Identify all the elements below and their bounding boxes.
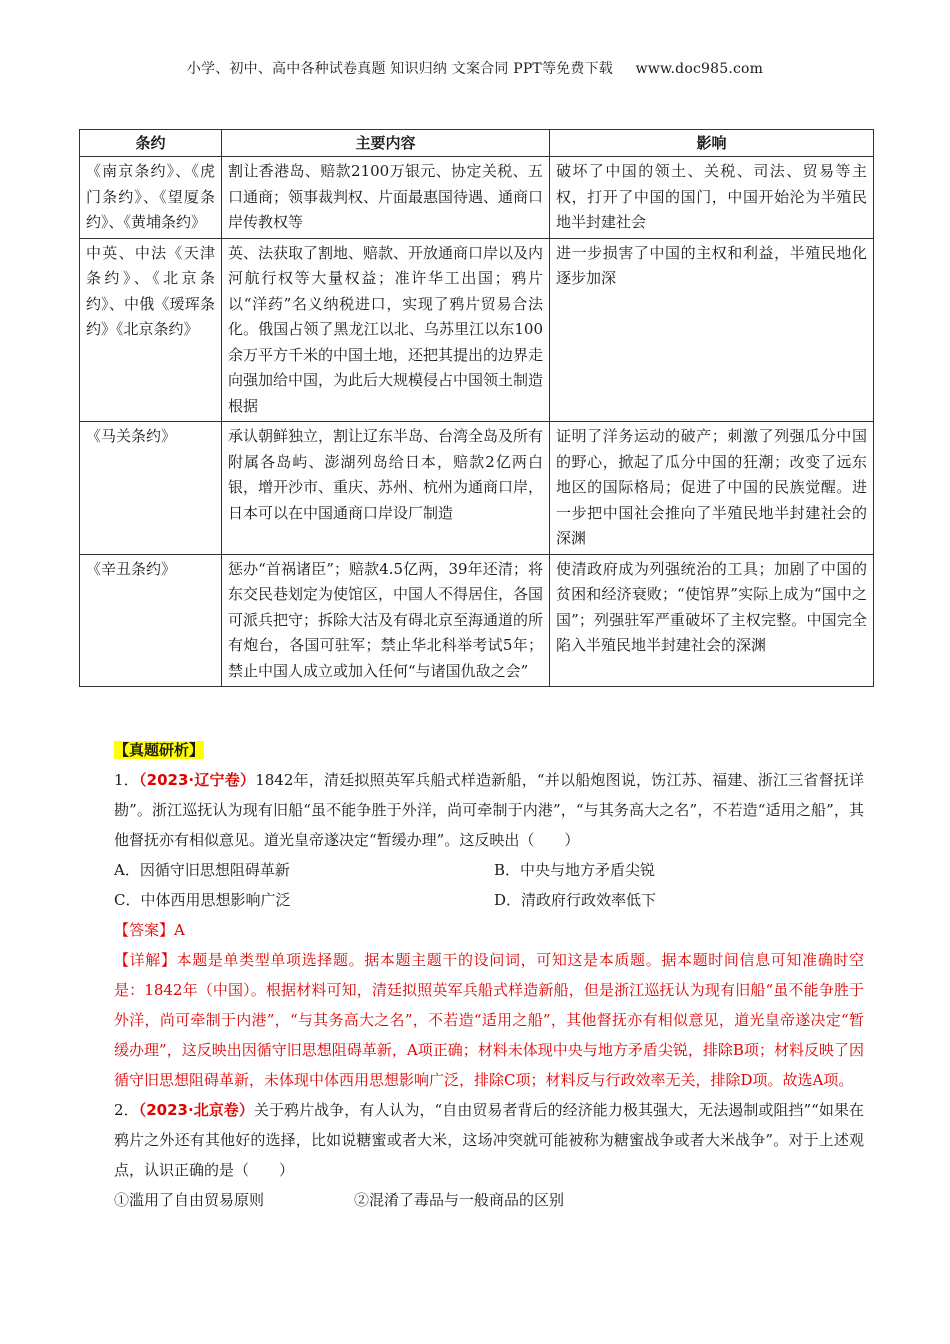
answer-value: A: [174, 921, 185, 939]
question-1: [114, 765, 864, 855]
question-section: [114, 735, 864, 1215]
question-source: （2023·辽宁卷）: [138, 771, 256, 789]
section-title-line: [114, 735, 864, 765]
question-stem: 关于鸦片战争，有人认为，“自由贸易者背后的经济能力极其强大，无法遏制或阻挡”“如果在鸦片之外还有其他好的选择，比如说糖蜜或者大米，这场冲突就可能被称为糖蜜战争或者大米战争”。对于上述观点，认识正确的是（ ）: [114, 1101, 865, 1179]
options-row: [114, 855, 864, 885]
table-row: [80, 238, 874, 422]
content-cell: 割让香港岛、赔款2100万银元、协定关税、五口通商；领事裁判权、片面最惠国待遇、通商口岸传教权等: [222, 157, 550, 239]
content-cell: 承认朝鲜独立，割让辽东半岛、台湾全岛及所有附属各岛屿、澎湖列岛给日本，赔款2亿两白银，增开沙市、重庆、苏州、杭州为通商口岸，日本可以在中国通商口岸设厂制造: [222, 422, 550, 555]
column-header-content: 主要内容: [222, 130, 550, 157]
detail-paragraph: [114, 945, 864, 1095]
question-2: [114, 1095, 864, 1185]
impact-cell: 证明了洋务运动的破产；刺激了列强瓜分中国的野心，掀起了瓜分中国的狂潮；改变了远东地区的国际格局；促进了中国的民族觉醒。进一步把中国社会推向了半殖民地半封建社会的深渊: [550, 422, 874, 555]
table-row: [80, 157, 874, 239]
options-row: [114, 885, 864, 915]
table-row: [80, 422, 874, 555]
question-source: （2023·北京卷）: [138, 1101, 254, 1119]
column-header-impact: 影响: [550, 130, 874, 157]
question-number: 2．: [114, 1101, 139, 1119]
option-c[interactable]: C．中体西用思想影响广泛: [114, 891, 291, 909]
statement-1: ①滥用了自由贸易原则: [114, 1191, 265, 1209]
impact-cell: 进一步损害了中国的主权和利益，半殖民地化逐步加深: [550, 238, 874, 422]
treaty-cell: 《辛丑条约》: [80, 554, 222, 687]
option-d[interactable]: D．清政府行政效率低下: [494, 891, 657, 909]
treaty-table: [79, 129, 874, 687]
treaty-cell: 《马关条约》: [80, 422, 222, 555]
detail-label: 【详解】: [114, 951, 177, 969]
impact-cell: 破坏了中国的领土、关税、司法、贸易等主权，打开了中国的国门，中国开始沦为半殖民地半封建社会: [550, 157, 874, 239]
treaty-cell: 中英、中法《天津条约》、《北京条约》、中俄《瑷珲条约》《北京条约》: [80, 238, 222, 422]
impact-cell: 使清政府成为列强统治的工具；加剧了中国的贫困和经济衰败；“使馆界”实际上成为“国中之国”；列强驻军严重破坏了主权完整。中国完全陷入半殖民地半封建社会的深渊: [550, 554, 874, 687]
option-b[interactable]: B．中央与地方矛盾尖锐: [494, 861, 656, 879]
content-cell: 惩办“首祸诸臣”；赔款4.5亿两，39年还清；将东交民巷划定为使馆区，中国人不得居住，各国可派兵把守；拆除大沽及有碍北京至海通道的所有炮台，各国可驻军；禁止华北科举考试5年；禁止中国人成立或加入任何“与诸国仇敌之会”: [222, 554, 550, 687]
table-header-row: [80, 130, 874, 157]
header-text: 小学、初中、高中各种试卷真题 知识归纳 文案合同 PPT等免费下载: [186, 61, 613, 77]
statements-row: [114, 1185, 864, 1215]
treaty-cell: 《南京条约》、《虎门条约》、《望厦条约》、《黄埔条约》: [80, 157, 222, 239]
option-a[interactable]: A．因循守旧思想阻碍革新: [114, 861, 290, 879]
answer-label: 【答案】: [114, 921, 175, 939]
page-header: [0, 58, 950, 78]
answer-line: [114, 915, 864, 945]
detail-text: 本题是单类型单项选择题。据本题主题干的设问词，可知这是本质题。据本题时间信息可知准确时空是：1842年（中国）。根据材料可知，清廷拟照英军兵船式样造新船，但是浙江巡抚认为现有旧船“虽不能争胜于外洋，尚可牵制于内港”，“与其务高大之名”，不若造“适用之船”，其他督抚亦有相似意见，道光皇帝遂决定“暂缓办理”，这反映出因循守旧思想阻碍革新，A项正确；材料未体现中央与地方矛盾尖锐，排除B项；材料反映了因循守旧思想阻碍革新，未体现中体西用思想影响广泛，排除C项；材料反与行政效率无关，排除D项。故选A项。: [114, 951, 865, 1089]
question-stem: 1842年，清廷拟照英军兵船式样造新船，“并以船炮图说，饬江苏、福建、浙江三省督抚详勘”。浙江巡抚认为现有旧船“虽不能争胜于外洋，尚可牵制于内港”，“与其务高大之名”，不若造“适用之船”，其他督抚亦有相似意见。道光皇帝遂决定“暂缓办理”。这反映出（ ）: [114, 771, 864, 849]
section-title: 【真题研析】: [114, 741, 205, 759]
content-cell: 英、法获取了割地、赔款、开放通商口岸以及内河航行权等大量权益；准许华工出国；鸦片以“洋药”名义纳税进口，实现了鸦片贸易合法化。俄国占领了黑龙江以北、乌苏里江以东100余万平方千米的中国土地，还把其提出的边界走向强加给中国，为此后大规模侵占中国领土制造根据: [222, 238, 550, 422]
table-row: [80, 554, 874, 687]
question-number: 1．: [114, 771, 139, 789]
header-url[interactable]: www.doc985.com: [635, 61, 764, 77]
column-header-treaty: 条约: [80, 130, 222, 157]
statement-2: ②混淆了毒品与一般商品的区别: [354, 1191, 565, 1209]
